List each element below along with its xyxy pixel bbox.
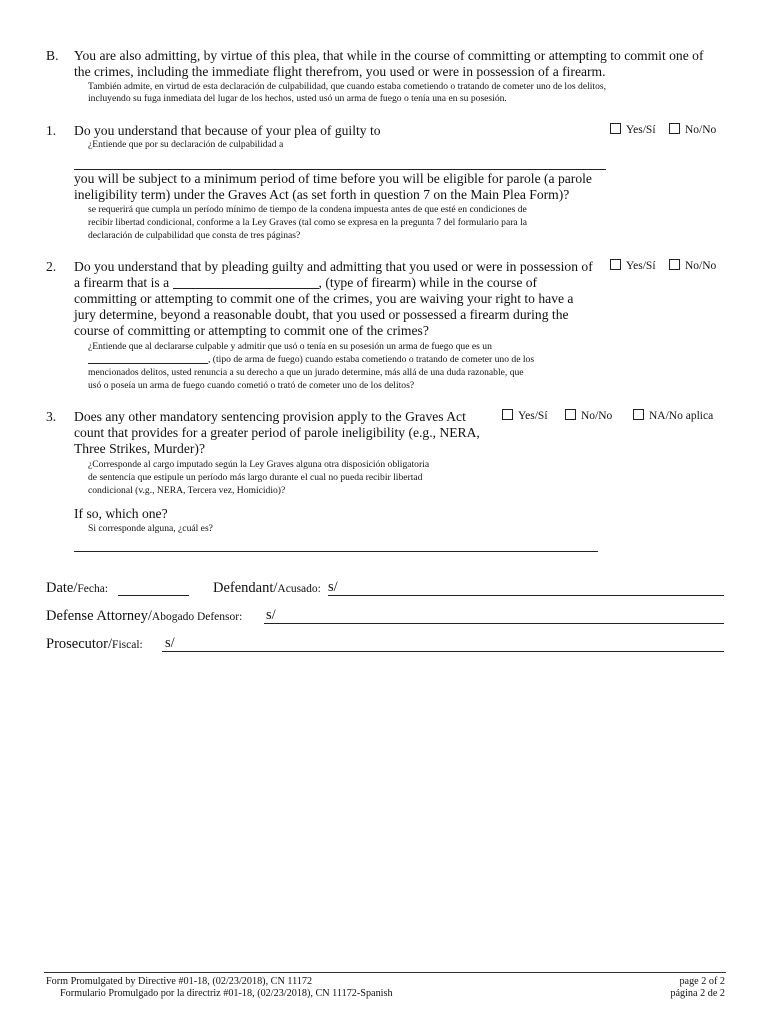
section-b-text-en-2: the crimes, including the immediate flight therefrom, you used or were in possession of a firearm. [74,64,606,79]
q2-yes-checkbox[interactable] [610,259,621,270]
q3-followup-es: Si corresponde alguna, ¿cuál es? [88,523,213,534]
prosecutor-signature-value: s/ [165,635,175,651]
q2-text-en-2b: , (type of firearm) while in the course of [318,275,538,290]
q3-text-es-1: ¿Corresponde al cargo imputado según la Ley Graves alguna otra disposición obligatoria [88,459,430,470]
section-b-text-es-1: También admite, en virtud de esta declaración de culpabilidad, que cuando estaba cometiendo o tratando de cometer uno de los delitos, [88,81,607,92]
q2-no-checkbox[interactable] [669,259,680,270]
q2-no-label: No/No [685,260,717,272]
attorney-label [46,608,242,625]
q1-no-option[interactable] [669,123,716,136]
q3-text-en-3: Three Strikes, Murder)? [74,441,205,456]
q3-which-one-field[interactable] [74,551,598,552]
footer-divider [44,972,726,973]
prosecutor-label-en: Prosecutor/ [46,636,113,652]
q1-yes-checkbox[interactable] [610,123,621,134]
q2-no-option[interactable] [669,259,716,272]
attorney-label-en: Defense Attorney/ [46,608,152,624]
q3-number: 3. [46,409,57,424]
q2-yes-label: Yes/Sí [626,260,656,272]
q3-no-checkbox[interactable] [565,409,576,420]
prosecutor-label-es: Fiscal: [112,639,143,651]
q2-text-en-3: committing or attempting to commit one of the crimes, you are waiving your right to have a [74,291,574,306]
q2-yes-option[interactable] [610,259,656,272]
q1-yes-label: Yes/Sí [626,124,656,136]
footer-left-1: Form Promulgated by Directive #01-18, (02/23/2018), CN 11172 [46,976,313,987]
q2-es-line-2 [88,354,534,366]
q3-no-label: No/No [581,410,613,422]
q1-text-en-3: ineligibility term) under the Graves Act (as set forth in question 7 on the Main Plea Form)? [74,187,570,202]
section-b-text-es-2: incluyendo su fuga inmediata del lugar de los hechos, usted usó un arma de fuego o tenía una en su posesión. [88,93,507,104]
q2-text-es-3: mencionados delitos, usted renuncia a su derecho a que un jurado determine, más allá de una duda razonable, que [88,367,524,378]
footer-left-2: Formulario Promulgado por la directriz #01-18, (02/23/2018), CN 11172-Spanish [60,988,393,999]
defendant-label-es: Acusado: [277,583,321,595]
q3-no-option[interactable] [565,409,612,422]
defendant-label [213,580,321,597]
q2-tipo-arma-field[interactable] [88,354,208,364]
q3-yes-checkbox[interactable] [502,409,513,420]
q3-na-checkbox[interactable] [633,409,644,420]
defendant-signature-value: s/ [328,579,338,595]
defendant-signature-field[interactable] [328,595,724,596]
q1-no-checkbox[interactable] [669,123,680,134]
q3-text-en-2: count that provides for a greater period of parole ineligibility (e.g., NERA, [74,425,480,440]
date-label [46,580,108,597]
q3-followup-en: If so, which one? [74,506,168,521]
q3-yes-label: Yes/Sí [518,410,548,422]
q2-text-en-5: course of committing or attempting to commit one of the crimes? [74,323,429,338]
footer-page-es: página 2 de 2 [670,988,725,999]
attorney-label-es: Abogado Defensor: [151,611,243,623]
q1-text-en-2: you will be subject to a minimum period of time before you will be eligible for parole (a parole [74,171,592,186]
q2-text-es-4: usó o poseía un arma de fuego cuando cometió o trató de cometer uno de los delitos? [88,380,415,391]
footer-page-en: page 2 of 2 [679,976,725,987]
q2-text-es-2: , (tipo de arma de fuego) cuando estaba cometiendo o tratando de cometer uno de los [208,354,535,365]
q3-yes-option[interactable] [502,409,548,422]
prosecutor-label [46,636,143,653]
q3-na-option[interactable] [633,409,713,422]
q2-firearm-type-field[interactable] [173,276,319,289]
section-b-text-en-1: You are also admitting, by virtue of this plea, that while in the course of committing or attempting to commit one of [74,48,704,63]
date-label-en: Date/ [46,580,78,596]
q1-text-es-1: ¿Entiende que por su declaración de culpabilidad a [88,139,284,150]
q1-no-label: No/No [685,124,717,136]
section-b-label: B. [46,48,59,63]
q2-text-en-4: jury determine, beyond a reasonable doubt, that you used or possessed a firearm during the [74,307,569,322]
q1-plea-charge-field[interactable] [74,169,606,170]
date-label-es: Fecha: [77,583,109,595]
q2-line-2 [74,275,537,291]
q3-text-es-3: condicional (v.g., NERA, Tercera vez, Homicidio)? [88,485,286,496]
q1-number: 1. [46,123,57,138]
q1-text-es-4: declaración de culpabilidad que consta de tres páginas? [88,230,301,241]
defendant-label-en: Defendant/ [213,580,278,596]
q3-text-en-1: Does any other mandatory sentencing provision apply to the Graves Act [74,409,466,424]
q1-yes-option[interactable] [610,123,656,136]
attorney-signature-value: s/ [266,607,276,623]
q2-text-es-1: ¿Entiende que al declararse culpable y admitir que usó o tenía en su posesión un arma de fuego que es un [88,341,492,352]
q1-text-es-3: recibir libertad condicional, conforme a la Ley Graves (tal como se expresa en la pregunta 7 del formulario para la [88,217,527,228]
q2-text-en-1: Do you understand that by pleading guilty and admitting that you used or were in possession of [74,259,593,274]
q1-text-en-1: Do you understand that because of your plea of guilty to [74,123,381,138]
q3-na-label: NA/No aplica [649,410,714,422]
attorney-signature-field[interactable] [264,623,724,624]
q1-text-es-2: se requerirá que cumpla un período mínimo de tiempo de la condena impuesta antes de que esté en condiciones de [88,204,527,215]
q3-text-es-2: de sentencia que estipule un período más largo durante el cual no pueda recibir libertad [88,472,423,483]
date-field[interactable] [118,595,189,596]
q2-number: 2. [46,259,57,274]
q2-text-en-2a: a firearm that is a [74,275,170,290]
prosecutor-signature-field[interactable] [162,651,724,652]
